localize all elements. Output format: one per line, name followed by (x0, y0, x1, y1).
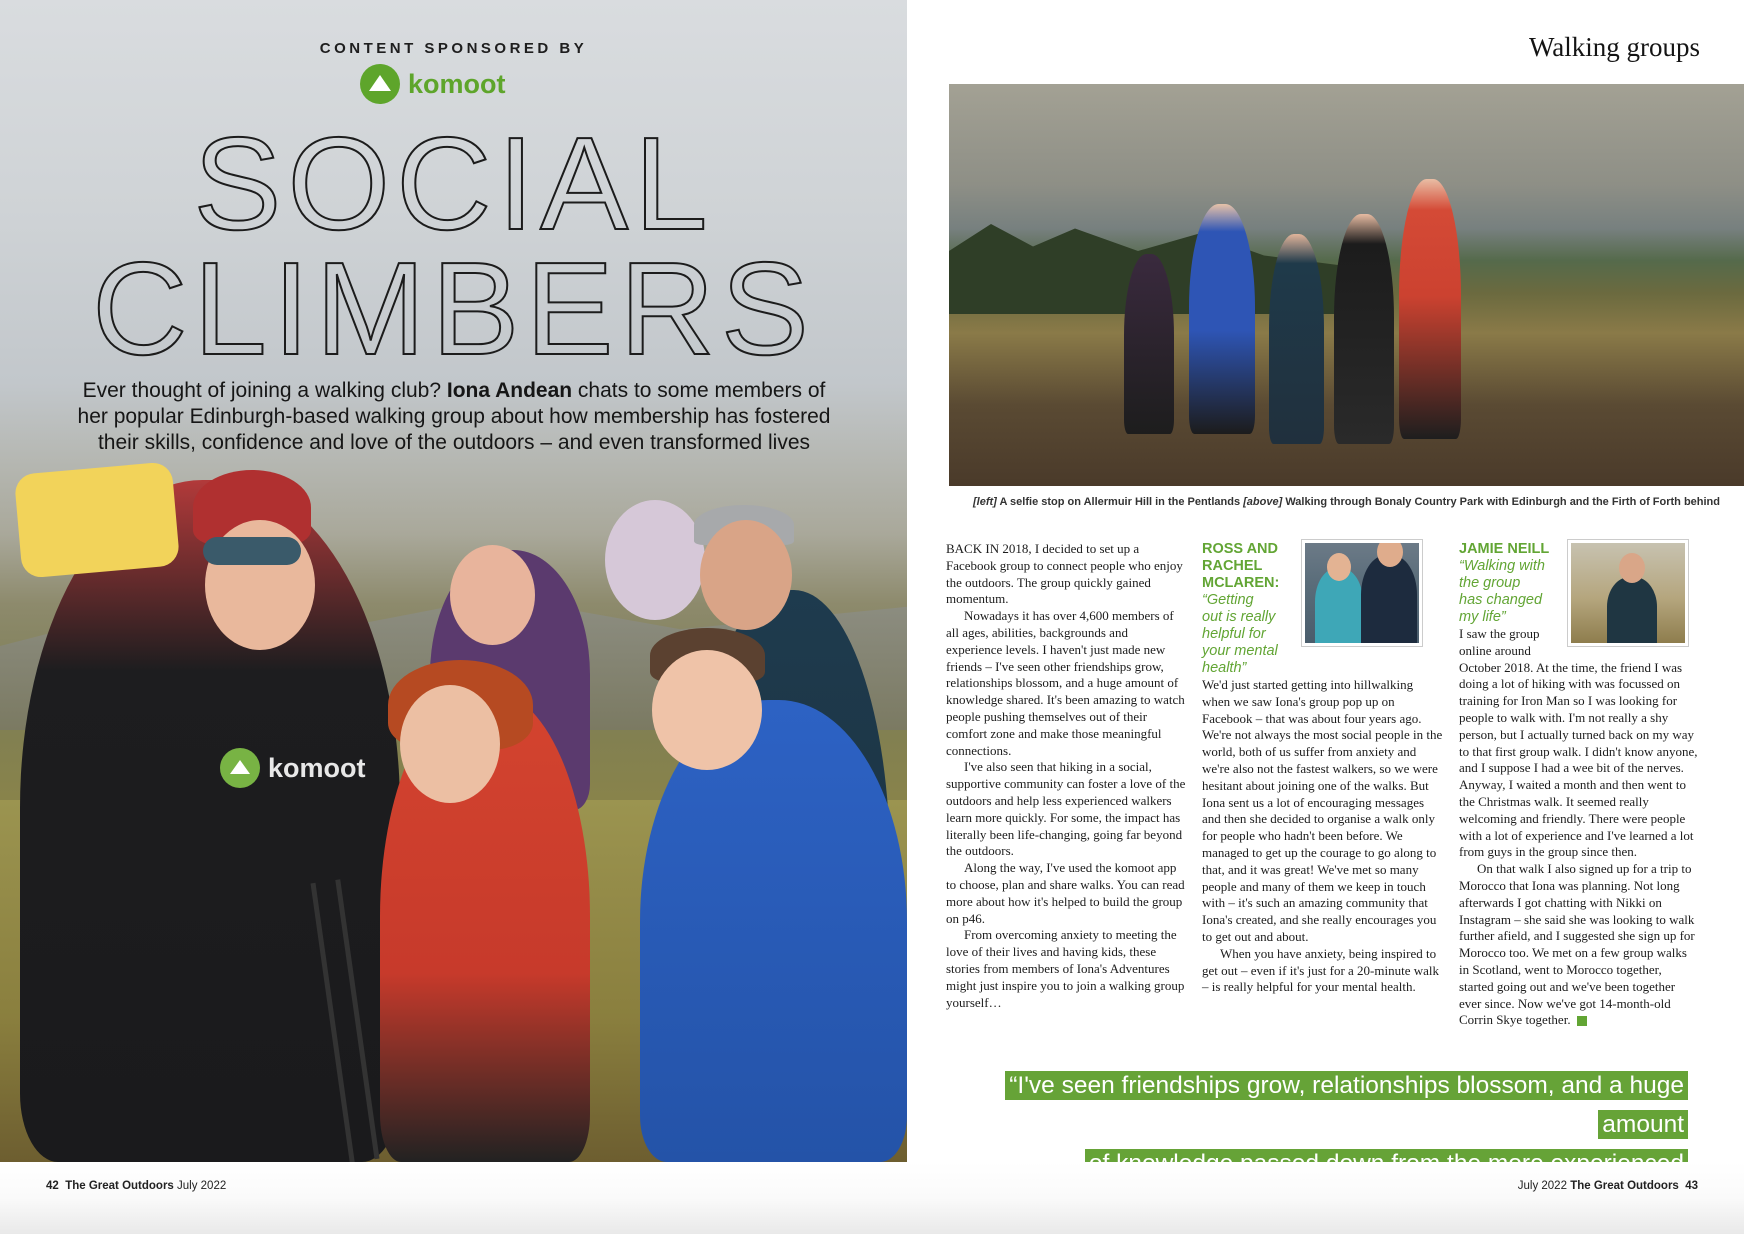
sunglasses (203, 537, 301, 565)
komoot-logo-icon (220, 748, 260, 788)
standfirst-author: Iona Andean (446, 379, 573, 402)
hiker-cap (1269, 234, 1324, 444)
footer-band (0, 1162, 1744, 1234)
folio-right (1518, 1180, 1698, 1192)
caption-above-tag: [above] (1243, 496, 1283, 508)
profile-name: JAMIE NEILL (1459, 541, 1550, 557)
caption-above-text: Walking through Bonaly Country Park with Edinburgh and the Firth of Forth behind (1282, 496, 1720, 508)
profile-lead-line: I saw the group (1459, 626, 1540, 641)
profile-column-ross-rachel (1202, 541, 1444, 996)
profile-quote-line: the group (1459, 575, 1521, 591)
profile-paragraph: October 2018. At the time, the friend I was doing a lot of hiking with was focussed on training for Iron Man so I was looking for people to walk with. I'm not really a shy person, but I actually turned back on my way to that first group walk. I didn't know anyone, and I suppose I had a wee bit of the nerves. Anyway, I waited a month and then went to the Christmas walk. It seemed really welcoming and friendly. There were people with a lot of experience and I've learned a lot from guys in the group since then. (1459, 659, 1698, 860)
intro-paragraph: BACK IN 2018, I decided to set up a Facebook group to connect people who enjoy the outdoors. The group quickly gained momentum. (946, 541, 1183, 607)
profile-paragraph: When you have anxiety, being inspired to get out – even if it's just for a 20-minute walk – is really helpful for your mental health. (1202, 945, 1440, 995)
profile-quote-line: health” (1202, 660, 1247, 676)
profile-quote-line: my life” (1459, 609, 1506, 625)
intro-column (946, 541, 1186, 1011)
headline-line-1: SOCIAL (193, 110, 714, 257)
section-title: Walking groups (1528, 32, 1700, 62)
hiker-face (700, 520, 792, 630)
hiker-blue-jacket (640, 700, 907, 1162)
profile-quote-line: has changed (1459, 592, 1543, 608)
profile-quote-line: helpful for (1202, 626, 1266, 642)
caption-left-text: A selfie stop on Allermuir Hill in the Pentlands (996, 496, 1244, 508)
sponsor-name: komoot (408, 68, 506, 99)
intro-paragraph: Along the way, I've used the komoot app to choose, plan and share walks. You can read more about how it's helped to build the group on p46. (946, 860, 1185, 926)
issue-date: July 2022 (177, 1180, 227, 1192)
hiker-with-backpack (1124, 254, 1174, 434)
issue-date: July 2022 (1517, 1180, 1567, 1192)
profile-lead-line: online around (1459, 642, 1531, 658)
sponsor-logo (360, 64, 506, 104)
page-number: 42 (46, 1180, 59, 1192)
profile-paragraph: We'd just started getting into hillwalking when we saw Iona's group pop up on Facebook – that was about four years ago. We're not always the most social people in the world, both of us suffer from anxiety and we're also not the fastest walkers, so we were hesitant about joining one of the walks. But Iona sent us a lot of encouraging messages and then she decided to organise a walk only for people who hadn't been before. We managed to get up the courage to go along to that, and it was great! We've met so many people and many of them we keep in touch with – it's such an amazing community that Iona's created, and she really encourages you to get out and about. (1202, 677, 1443, 944)
caption-left-tag: [left] (972, 496, 997, 508)
standfirst-part-1: Ever thought of joining a walking club? (82, 379, 447, 402)
hiker-red-jacket (1399, 179, 1461, 439)
sponsored-label: CONTENT SPONSORED BY (319, 40, 588, 57)
intro-paragraph: Nowadays it has over 4,600 members of all ages, abilities, backgrounds and experience levels. I haven't just made new friends – I've seen other friendships grow, relationships blossom, and a huge amount of knowledge shared. It's been amazing to watch people pushing themselves out of their comfort zone and make those meaningful connections. (946, 608, 1185, 758)
folio-left (46, 1180, 226, 1192)
pull-quote-line (960, 1066, 1688, 1144)
headline-line-2: CLIMBERS (92, 235, 815, 382)
hiker-blue-jacket (1189, 204, 1255, 434)
page-number: 43 (1685, 1180, 1698, 1192)
shirt-komoot-logo (220, 748, 366, 788)
baby-in-carrier (605, 500, 705, 620)
photo-caption (949, 496, 1744, 508)
pull-quote-text: “I've seen friendships grow, relationships blossom, and a huge amount (1005, 1071, 1688, 1139)
standfirst-part-2: chats to some members of her popular Edinburgh-based walking group about how membership has fostered their skills, confidence and love of the outdoors – and even transformed lives (77, 379, 831, 454)
hiker-komoot-shirt (1334, 214, 1394, 444)
yellow-phone (14, 461, 180, 578)
standfirst (70, 378, 838, 456)
profile-quote-line: your mental (1202, 643, 1278, 659)
profile-paragraph (1459, 861, 1699, 1029)
profile-quote-line: “Walking with (1459, 558, 1545, 574)
intro-paragraph: From overcoming anxiety to meeting the love of their lives and having kids, these stories from members of Iona's Adventures might just inspire you to join a walking group yourself… (946, 927, 1185, 1010)
walking-group-photo (949, 84, 1744, 486)
shirt-logo-text: komoot (268, 752, 366, 783)
profile-name-line: MCLAREN: (1202, 575, 1280, 591)
profile-column-jamie-neill (1459, 541, 1699, 1029)
end-arrow-icon: ➜ (1577, 1016, 1587, 1026)
profile-name-line: ROSS AND (1202, 541, 1278, 557)
intro-paragraph: I've also seen that hiking in a social, supportive community can foster a love of the outdoors and help less experienced walkers learn more quickly. For some, the impact has literally been life-changing, going far beyond the outdoors. (946, 759, 1186, 859)
komoot-mountain-icon (360, 64, 400, 104)
magazine-title: The Great Outdoors (65, 1180, 174, 1192)
hiker-face (652, 650, 762, 770)
magazine-title: The Great Outdoors (1570, 1180, 1679, 1192)
profile-paragraph-text: On that walk I also signed up for a trip to Morocco that Iona was planning. Not long afterwards I got chatting with Nikki on Instagram – she said she was looking to walk further afield, and I suggested she sign up for Morocco too. We met on a few group walks in Scotland, went to Morocco together, started going out and we've been together ever since. Now we've got 14-month-old Corrin Skye together. (1459, 861, 1695, 1028)
profile-quote-line: “Getting (1202, 592, 1254, 608)
hiker-face (400, 685, 500, 803)
profile-name-line: RACHEL (1202, 558, 1263, 574)
profile-quote-line: out is really (1202, 609, 1276, 625)
hiker-face (450, 545, 535, 645)
